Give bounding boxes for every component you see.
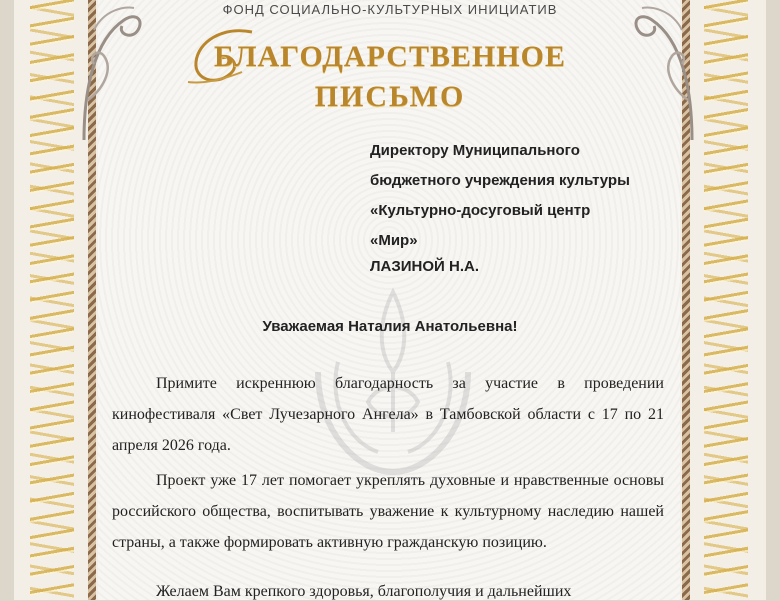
addressee-line: Директору Муниципального (370, 142, 580, 159)
foundation-name: ФОНД СОЦИАЛЬНО-КУЛЬТУРНЫХ ИНИЦИАТИВ (222, 2, 558, 17)
letter-body (112, 368, 664, 558)
addressee-block (370, 136, 670, 256)
addressee-line: «Культурно-досуговый центр (370, 202, 591, 219)
salutation: Уважаемая Наталия Анатольевна! (262, 318, 518, 335)
letter-title: БЛАГОДАРСТВЕННОЕ (214, 40, 566, 73)
addressee-name: ЛАЗИНОЙ Н.А. (370, 258, 479, 275)
body-paragraph: Проект уже 17 лет помогает укреплять духовные и нравственные основы российского общества, воспитывать уважение к культурному наследию нашей страны, а также формировать активную гражданскую позицию. (112, 472, 664, 551)
corner-ornament-left-icon (74, 0, 148, 148)
corner-ornament-right-icon (628, 0, 702, 148)
letter-title-second-line: ПИСЬМО (314, 80, 466, 113)
body-paragraph-partial: Желаем Вам крепкого здоровья, благополучия и дальнейших (156, 583, 572, 600)
addressee-line: «Мир» (370, 232, 418, 249)
addressee-line: бюджетного учреждения культуры (370, 172, 630, 189)
body-paragraph: Примите искреннюю благодарность за участие в проведении кинофестиваля «Свет Лучезарного Ангела» в Тамбовской области с 17 по 21 апреля 2026 года. (112, 375, 664, 454)
